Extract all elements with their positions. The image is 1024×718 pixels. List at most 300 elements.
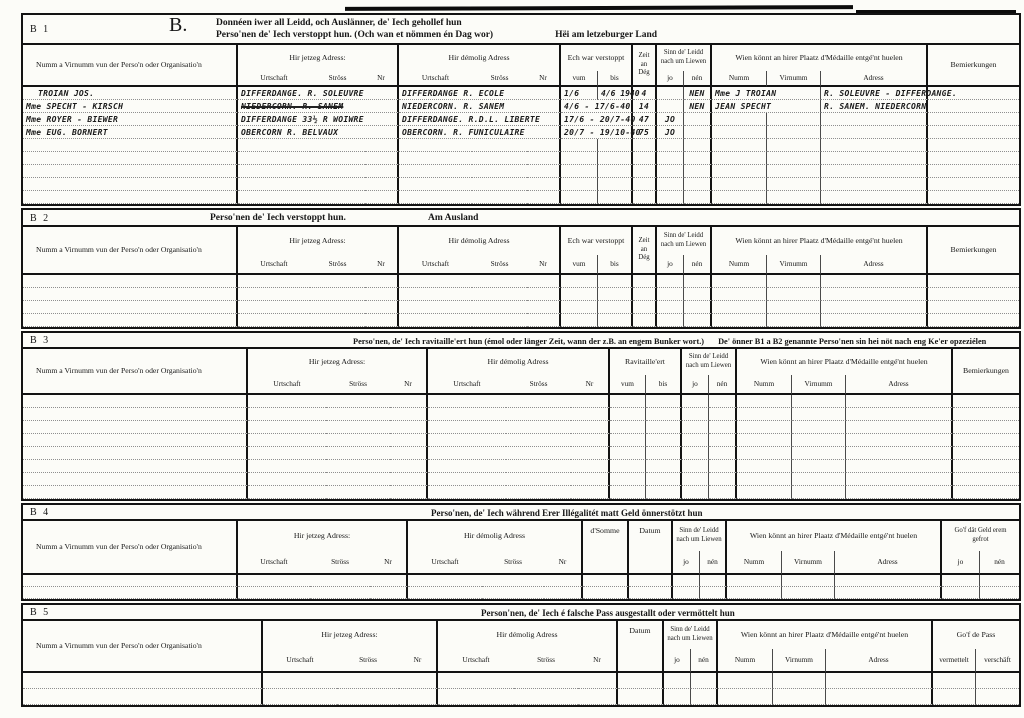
empty-cell [472, 139, 527, 152]
empty-cell [684, 314, 712, 327]
b5-h-stross-1: Ströss [337, 649, 399, 673]
empty-cell [399, 178, 472, 191]
empty-cell [390, 421, 428, 434]
empty-cell [682, 408, 709, 421]
b1-r1-name: Mme SPECHT - KIRSCH [23, 100, 238, 113]
empty-cell [610, 486, 646, 499]
b3-h-w-numm: Numm [737, 375, 792, 395]
empty-cell [709, 473, 737, 486]
b4-h-nr-2: Nr [544, 551, 583, 575]
empty-cell [684, 139, 712, 152]
b3-h-w-adress: Adress [846, 375, 953, 395]
b1-r3-name: Mme EUG. BORNERT [23, 126, 238, 139]
b2-section-id: B 2 [30, 213, 51, 224]
empty-cell [792, 447, 846, 460]
b3-title-right: De' önner B1 a B2 genannte Perso'nen sin hei nöt nach eng Ke'er opzeziélen [718, 337, 987, 346]
empty-cell [633, 301, 657, 314]
b4-h-demolig: Hir démolig Adress [408, 521, 583, 551]
b2-table [23, 227, 1019, 327]
b1-r2-zeit: 47 [633, 113, 657, 126]
empty-cell [23, 152, 238, 165]
empty-cell [610, 395, 646, 408]
empty-cell [365, 165, 399, 178]
b1-h-bis: bis [598, 71, 633, 87]
b2-subtitle: Am Ausland [428, 213, 479, 223]
empty-cell [846, 421, 953, 434]
empty-cell [23, 139, 238, 152]
empty-cell [337, 689, 399, 705]
empty-cell [942, 587, 980, 599]
empty-cell [718, 673, 773, 689]
empty-cell [709, 395, 737, 408]
empty-cell [928, 314, 1019, 327]
b1-h-w-numm: Numm [712, 71, 767, 87]
b1-h-bemierkungen: Bemierkungen [928, 45, 1019, 87]
empty-cell [846, 395, 953, 408]
empty-cell [709, 447, 737, 460]
empty-cell [326, 460, 390, 473]
empty-cell [657, 139, 684, 152]
empty-cell [248, 447, 326, 460]
empty-cell [390, 460, 428, 473]
empty-cell [684, 301, 712, 314]
empty-cell [571, 460, 610, 473]
b5-h-jetzeg: Hir jetzeg Adress: [263, 621, 438, 649]
b2-h-vum: vum [561, 255, 598, 275]
b3-h-bis: bis [646, 375, 682, 395]
empty-cell [408, 575, 482, 587]
b1-r3-w-virnumm [767, 126, 821, 139]
empty-cell [506, 434, 571, 447]
b1-r2-bemierkungen [928, 113, 1019, 126]
b1-r3-demolig: OBERCORN. R. FUNICULAIRE [399, 126, 561, 139]
empty-cell [718, 689, 773, 705]
empty-cell [792, 486, 846, 499]
b5-h-sinn: Sinn de' Leidd nach um Liewen [664, 621, 718, 649]
b1-h-urtschaft-1: Urtschaft [238, 71, 310, 87]
empty-cell [310, 191, 365, 204]
empty-cell [657, 288, 684, 301]
empty-cell [610, 473, 646, 486]
empty-cell [684, 191, 712, 204]
b4-h-urtschaft-2: Urtschaft [408, 551, 482, 575]
empty-cell [365, 275, 399, 288]
empty-cell [472, 178, 527, 191]
empty-cell [326, 408, 390, 421]
empty-cell [846, 486, 953, 499]
b1-h-nen: nén [684, 71, 712, 87]
b4-h-sinn: Sinn de' Leidd nach um Liewen [673, 521, 727, 551]
empty-cell [782, 575, 835, 587]
b2-h-sinn: Sinn de' Leidd nach um Liewen [657, 227, 712, 255]
b3-h-jo: jo [682, 375, 709, 395]
empty-cell [598, 139, 633, 152]
empty-cell [709, 408, 737, 421]
empty-cell [571, 447, 610, 460]
b1-r2-w-virnumm [767, 113, 821, 126]
empty-cell [390, 395, 428, 408]
empty-cell [337, 673, 399, 689]
empty-cell [399, 314, 472, 327]
b2-h-verstoppt: Ech war verstoppt [561, 227, 633, 255]
empty-cell [826, 689, 933, 705]
empty-cell [506, 473, 571, 486]
empty-cell [561, 178, 598, 191]
empty-cell [326, 395, 390, 408]
empty-cell [657, 301, 684, 314]
empty-cell [657, 191, 684, 204]
empty-cell [928, 275, 1019, 288]
empty-cell [767, 314, 821, 327]
empty-cell [370, 575, 408, 587]
empty-cell [527, 191, 561, 204]
b5-h-wien: Wien könnt an hirer Plaatz d'Médaille entgé'nt huelen [718, 621, 933, 649]
b4-h-w-numm: Numm [727, 551, 782, 575]
empty-cell [598, 314, 633, 327]
empty-cell [365, 139, 399, 152]
empty-cell [438, 689, 514, 705]
empty-cell [472, 152, 527, 165]
empty-cell [657, 165, 684, 178]
b3-h-demolig: Hir démolig Adress [428, 349, 610, 375]
empty-cell [571, 421, 610, 434]
empty-cell [980, 575, 1019, 587]
empty-cell [506, 447, 571, 460]
empty-cell [561, 301, 598, 314]
empty-cell [583, 575, 629, 587]
b4-h-nr-1: Nr [370, 551, 408, 575]
empty-cell [310, 165, 365, 178]
b1-r1-demolig: NIEDERCORN. R. SANEM [399, 100, 561, 113]
empty-cell [310, 178, 365, 191]
b2-h-w-numm: Numm [712, 255, 767, 275]
empty-cell [472, 275, 527, 288]
empty-cell [598, 275, 633, 288]
b1-r0-bis: 4/6 1940 [598, 87, 633, 100]
b5-h-jo: jo [664, 649, 691, 673]
empty-cell [23, 301, 238, 314]
empty-cell [629, 587, 673, 599]
empty-cell [821, 165, 928, 178]
empty-cell [953, 434, 1019, 447]
empty-cell [792, 408, 846, 421]
empty-cell [782, 587, 835, 599]
empty-cell [629, 575, 673, 587]
empty-cell [792, 395, 846, 408]
b1-r0-zeit: 4 [633, 87, 657, 100]
b4-h-gof-geld: Go'f dät Geld erem gefrot [954, 527, 1007, 543]
empty-cell [428, 408, 506, 421]
b1-title-bar [23, 15, 1019, 45]
empty-cell [737, 486, 792, 499]
empty-cell [527, 275, 561, 288]
b1-r1-vum-bis: 4/6 - 17/6-40 [561, 100, 633, 113]
empty-cell [664, 689, 691, 705]
empty-cell [712, 275, 767, 288]
empty-cell [472, 301, 527, 314]
empty-cell [682, 473, 709, 486]
empty-cell [928, 139, 1019, 152]
empty-cell [23, 486, 248, 499]
b1-title-line1: Donnéen iwer all Leidd, och Auslänner, de' Iech gehollef hun [216, 18, 462, 28]
b1-h-vum: vum [561, 71, 598, 87]
b4-h-dsomme: d'Somme [583, 521, 629, 575]
empty-cell [438, 673, 514, 689]
empty-cell [583, 587, 629, 599]
b2-h-nen: nén [684, 255, 712, 275]
b3-h-urtschaft-1: Urtschaft [248, 375, 326, 395]
b2-h-stross-2: Ströss [472, 255, 527, 275]
b1-r1-w-adress: R. SANEM. NIEDERCORN [821, 100, 928, 113]
empty-cell [23, 275, 238, 288]
empty-cell [933, 673, 976, 689]
empty-cell [610, 447, 646, 460]
b1-r0-vum: 1/6 [561, 87, 598, 100]
section-b5 [21, 603, 1021, 707]
empty-cell [767, 152, 821, 165]
empty-cell [399, 139, 472, 152]
b1-r0-bemierkungen [928, 87, 1019, 100]
empty-cell [633, 288, 657, 301]
b2-h-nr-2: Nr [527, 255, 561, 275]
empty-cell [399, 673, 438, 689]
empty-cell [767, 178, 821, 191]
empty-cell [238, 288, 310, 301]
b3-h-nen: nén [709, 375, 737, 395]
empty-cell [571, 486, 610, 499]
empty-cell [767, 275, 821, 288]
empty-cell [408, 587, 482, 599]
empty-cell [821, 152, 928, 165]
empty-cell [23, 587, 238, 599]
empty-cell [571, 434, 610, 447]
empty-cell [646, 460, 682, 473]
b1-r2-name: Mme ROYER - BIEWER [23, 113, 238, 126]
b5-h-nen: nén [691, 649, 718, 673]
empty-cell [238, 575, 310, 587]
empty-cell [598, 165, 633, 178]
empty-cell [691, 689, 718, 705]
empty-cell [953, 395, 1019, 408]
b1-h-stross-1: Ströss [310, 71, 365, 87]
b5-h-urtschaft-2: Urtschaft [438, 649, 514, 673]
b1-h-w-virnumm: Virnumm [767, 71, 821, 87]
b3-h-nr-2: Nr [571, 375, 610, 395]
empty-cell [248, 486, 326, 499]
empty-cell [310, 314, 365, 327]
b2-h-w-virnumm: Virnumm [767, 255, 821, 275]
empty-cell [712, 139, 767, 152]
b1-r0-nen: NEN [684, 87, 712, 100]
empty-cell [598, 301, 633, 314]
empty-cell [928, 165, 1019, 178]
b5-h-stross-2: Ströss [514, 649, 578, 673]
empty-cell [657, 275, 684, 288]
section-b2 [21, 208, 1021, 329]
b1-r3-jetzeg: OBERCORN R. BELVAUX [238, 126, 399, 139]
empty-cell [928, 152, 1019, 165]
b1-table [23, 45, 1019, 204]
empty-cell [792, 421, 846, 434]
empty-cell [712, 301, 767, 314]
empty-cell [633, 139, 657, 152]
empty-cell [684, 275, 712, 288]
b5-title: Person'nen, de' Iech é falsche Pass ausgestallt oder vermöttelt hun [481, 608, 735, 618]
empty-cell [310, 139, 365, 152]
b1-h-stross-2: Ströss [472, 71, 527, 87]
b1-r1-w-numm: JEAN SPECHT [712, 100, 821, 113]
empty-cell [700, 587, 727, 599]
empty-cell [767, 191, 821, 204]
empty-cell [633, 275, 657, 288]
b1-h-zeit: Zeit an Dég [633, 45, 657, 87]
empty-cell [506, 421, 571, 434]
empty-cell [23, 575, 238, 587]
b1-h-nr-2: Nr [527, 71, 561, 87]
empty-cell [712, 178, 767, 191]
empty-cell [238, 301, 310, 314]
empty-cell [657, 178, 684, 191]
b3-title: Perso'nen, de' Iech ravitaille'ert hun (émol oder länger Zeit, wann der z.B. an engem Bunker wort.) [353, 337, 705, 346]
empty-cell [428, 421, 506, 434]
empty-cell [390, 434, 428, 447]
empty-cell [544, 575, 583, 587]
b3-h-sinn: Sinn de' Leidd nach um Liewen [682, 349, 737, 375]
b4-title-bar [23, 505, 1019, 521]
empty-cell [527, 139, 561, 152]
empty-cell [365, 288, 399, 301]
empty-cell [700, 575, 727, 587]
b1-r3-zeit: 75 [633, 126, 657, 139]
b4-h-name-col: Numm a Virnumm vun der Perso'n oder Organisatio'n [23, 521, 238, 575]
empty-cell [684, 152, 712, 165]
b1-r3-w-numm [712, 126, 767, 139]
b1-r2-jetzeg: DIFFERDANGE 33½ R WOIWRE [238, 113, 399, 126]
b1-r0-jetzeg: DIFFERDANGE. R. SOLEUVRE [238, 87, 399, 100]
empty-cell [365, 301, 399, 314]
empty-cell [310, 152, 365, 165]
empty-cell [571, 473, 610, 486]
empty-cell [767, 288, 821, 301]
b1-h-jetzeg: Hir jetzeg Adress: [238, 45, 399, 71]
b1-h-sinn: Sinn de' Leidd nach um Liewen [657, 45, 712, 71]
b2-title: Perso'nen de' Iech verstoppt hun. [210, 213, 346, 223]
b4-h-jo: jo [673, 551, 700, 575]
empty-cell [821, 288, 928, 301]
empty-cell [561, 139, 598, 152]
form-letter: B. [169, 14, 188, 36]
b4-h-urtschaft-1: Urtschaft [238, 551, 310, 575]
b1-h-w-adress: Adress [821, 71, 928, 87]
empty-cell [399, 288, 472, 301]
empty-cell [928, 178, 1019, 191]
b1-h-jo: jo [657, 71, 684, 87]
b1-r1-bemierkungen [928, 100, 1019, 113]
empty-cell [610, 421, 646, 434]
empty-cell [238, 191, 310, 204]
form-body [21, 13, 1021, 709]
empty-cell [821, 178, 928, 191]
empty-cell [821, 314, 928, 327]
empty-cell [23, 421, 248, 434]
b1-h-wien: Wien könnt an hirer Plaatz d'Médaille entgé'nt huelen [712, 45, 928, 71]
empty-cell [682, 395, 709, 408]
empty-cell [248, 434, 326, 447]
b1-r1-jo [657, 100, 684, 113]
empty-cell [23, 288, 238, 301]
empty-cell [633, 191, 657, 204]
empty-cell [682, 486, 709, 499]
b3-h-jetzeg: Hir jetzeg Adress: [248, 349, 428, 375]
b3-h-name-col: Numm a Virnumm vun der Perso'n oder Organisatio'n [23, 349, 248, 395]
empty-cell [263, 689, 337, 705]
empty-cell [506, 486, 571, 499]
b1-r1-zeit: 14 [633, 100, 657, 113]
empty-cell [472, 165, 527, 178]
empty-cell [514, 673, 578, 689]
empty-cell [561, 152, 598, 165]
empty-cell [953, 421, 1019, 434]
b1-r0-w-adress: R. SOLEUVRE - DIFFERDANGE. [821, 87, 928, 100]
empty-cell [976, 689, 1019, 705]
empty-cell [727, 575, 782, 587]
b3-h-stross-1: Ströss [326, 375, 390, 395]
empty-cell [527, 178, 561, 191]
b4-table [23, 521, 1019, 599]
empty-cell [310, 587, 370, 599]
empty-cell [506, 408, 571, 421]
empty-cell [709, 421, 737, 434]
b2-h-bis: bis [598, 255, 633, 275]
empty-cell [598, 178, 633, 191]
empty-cell [370, 587, 408, 599]
empty-cell [664, 673, 691, 689]
empty-cell [737, 421, 792, 434]
empty-cell [238, 275, 310, 288]
b5-h-w-numm: Numm [718, 649, 773, 673]
empty-cell [23, 314, 238, 327]
empty-cell [482, 575, 544, 587]
empty-cell [365, 152, 399, 165]
empty-cell [712, 288, 767, 301]
empty-cell [482, 587, 544, 599]
b2-h-urtschaft-1: Urtschaft [238, 255, 310, 275]
empty-cell [682, 460, 709, 473]
b1-r0-demolig: DIFFERDANGE R. ECOLE [399, 87, 561, 100]
empty-cell [399, 165, 472, 178]
b5-h-demolig: Hir démolig Adress [438, 621, 618, 649]
b4-h-nen: nén [700, 551, 727, 575]
empty-cell [646, 408, 682, 421]
empty-cell [953, 473, 1019, 486]
section-b3 [21, 331, 1021, 501]
b4-title: Perso'nen, de' Iech während Erer Illégalitét matt Geld önnerstötzt hun [431, 508, 703, 518]
empty-cell [23, 473, 248, 486]
b1-r1-jetzeg: NIEDERCORN. R. SANEM [238, 100, 399, 113]
empty-cell [472, 288, 527, 301]
empty-cell [23, 447, 248, 460]
b1-r3-w-adress [821, 126, 928, 139]
empty-cell [684, 165, 712, 178]
empty-cell [684, 288, 712, 301]
empty-cell [428, 486, 506, 499]
b1-title-line2 [216, 30, 657, 42]
section-b1 [21, 13, 1021, 206]
empty-cell [933, 689, 976, 705]
b4-h-jetzeg: Hir jetzeg Adress: [238, 521, 408, 551]
empty-cell [248, 473, 326, 486]
empty-cell [712, 152, 767, 165]
